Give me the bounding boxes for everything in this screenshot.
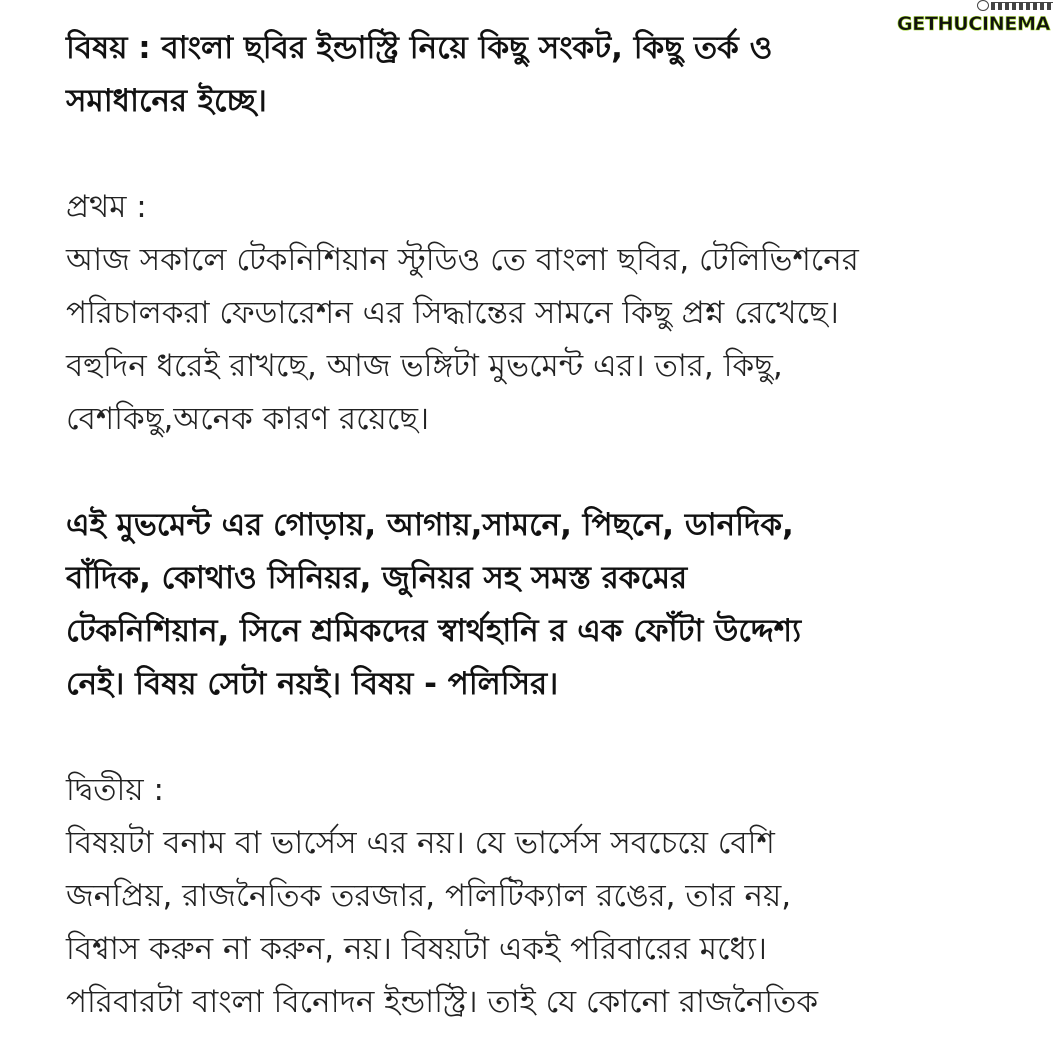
film-strip-icon [991,2,1053,10]
section2-label: দ্বিতীয় : [66,772,164,808]
bold-paragraph-line-3: টেকনিশিয়ান, সিনে শ্রমিকদের স্বার্থহানি র এক ফোঁটা উদ্দেশ্য [66,613,802,649]
bold-paragraph-line-2: বাঁদিক, কোথাও সিনিয়র, জুনিয়র সহ সমস্ত রকমের [66,560,688,596]
section2-line-2: জনপ্রিয়, রাজনৈতিক তরজার, পলিটিক্যাল রঙের, তার নয়, [66,878,792,914]
section2-line-4: পরিবারটা বাংলা বিনোদন ইন্ডাস্ট্রি। তাই যে কোনো রাজনৈতিক [66,984,819,1020]
section1-line-1: আজ সকালে টেকনিশিয়ান স্টুডিও তে বাংলা ছবির, টেলিভিশনের [66,242,859,278]
film-camera-icon [977,0,989,11]
watermark-text: GETHUCINEMA [897,12,1051,35]
heading-line-2: সমাধানের ইচ্ছে। [66,83,267,119]
section2-line-3: বিশ্বাস করুন না করুন, নয়। বিষয়টা একই পরিবারের মধ্যে। [66,931,767,967]
heading-line-1: বিষয় : বাংলা ছবির ইন্ডাস্ট্রি নিয়ে কিছু সংকট, কিছু তর্ক ও [66,30,773,66]
spacer [66,711,1026,764]
spacer [66,446,1026,499]
section2-line-1: বিষয়টা বনাম বা ভার্সেস এর নয়। যে ভার্সেস সবচেয়ে বেশি [66,825,775,861]
section1-line-4: বেশকিছু,অনেক কারণ রয়েছে। [66,401,430,437]
document-body [66,22,1026,1029]
section1-label: প্রথম : [66,189,147,225]
bold-paragraph-line-4: নেই। বিষয় সেটা নয়ই। বিষয় - পলিসির। [66,666,559,702]
spacer [66,128,1026,181]
section1-line-3: বহুদিন ধরেই রাখছে, আজ ভঙ্গিটা মুভমেন্ট এর। তার, কিছু, [66,348,783,384]
bold-paragraph-line-1: এই মুভমেন্ট এর গোড়ায়, আগায়,সামনে, পিছনে, ডানদিক, [66,507,794,543]
section1-line-2: পরিচালকরা ফেডারেশন এর সিদ্ধান্তের সামনে কিছু প্রশ্ন রেখেছে। [66,295,839,331]
